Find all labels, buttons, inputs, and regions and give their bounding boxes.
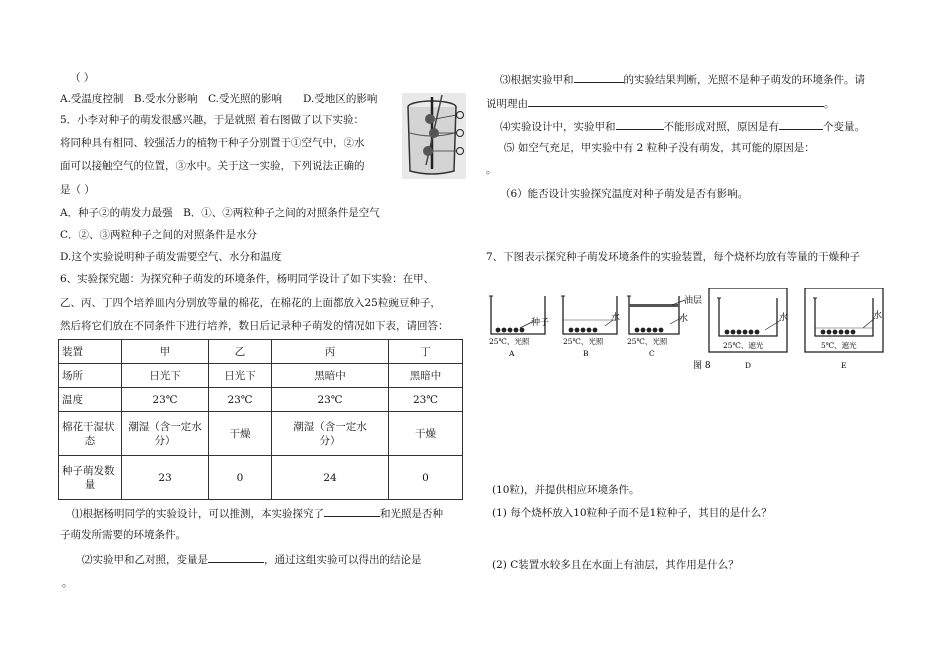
q6-stem-line1: 6、实验探究题：为探究种子萌发的环境条件，杨明同学设计了如下实验：在甲、 [60, 273, 435, 285]
table-cell: 0 [209, 456, 272, 500]
cell-line: 棉花干湿状 [62, 420, 115, 433]
sq4-text: ⑷实验设计中，实验甲和 [500, 121, 616, 133]
table-cell: 24 [272, 456, 389, 500]
cell-line: 种子萌发数 [62, 464, 115, 477]
table-header-cell: 甲 [122, 340, 209, 364]
q4-options: A.受温度控制 B.受水分影响 C.受光照的影响 D.受地区的影响 [60, 93, 378, 105]
answer-blank[interactable] [616, 118, 664, 130]
answer-blank[interactable] [324, 505, 380, 517]
experiment-table [58, 339, 463, 500]
beaker-condition: 25℃、遮光 [723, 341, 764, 350]
sq3-end-mark: 。 [824, 98, 835, 110]
beaker-condition: 25℃、光照 [563, 337, 604, 346]
q6-stem-line2: 乙、丙、丁四个培养皿内分别放等量的棉花，在棉花的上面都放入25粒豌豆种子， [60, 297, 441, 309]
table-cell [272, 412, 389, 456]
sq2-text-end: ，通过这组实验可以得出的结论是 [264, 554, 422, 566]
sq5-line: ⑸ 如空气充足，甲实验中有 2 粒种子没有萌发，其可能的原因是： [504, 142, 815, 154]
figure-caption: 图 8 [693, 361, 711, 371]
q5-option-c: C．②、③两粒种子之间的对照条件是水分 [60, 229, 258, 241]
table-cell: 23 [122, 456, 209, 500]
q7-question-1: (1) 每个烧杯放入10粒种子而不是1粒种子，其目的是什么？ [492, 507, 772, 519]
beaker-d [709, 288, 788, 370]
cell-line: 潮湿（含一定水 [293, 420, 367, 433]
table-cell: 23℃ [122, 388, 209, 412]
q6-stem-line3: 然后将它们放在不同条件下进行培养，数日后记录种子萌发的情况如下表，请回答： [60, 320, 449, 332]
sq3-text-end: 的实验结果判断，光照不是种子萌发的环境条件。请 [623, 74, 865, 86]
beaker-letter: C [649, 349, 655, 358]
table-cell: 温度 [59, 388, 122, 412]
table-cell [59, 412, 122, 456]
table-header-cell: 乙 [209, 340, 272, 364]
answer-blank[interactable] [528, 95, 824, 107]
beaker-e [805, 288, 883, 370]
q5-stem-line2: 将同种具有相同、较强活力的植物干种子分别置于①空气中，②水 [60, 137, 365, 149]
table-row [59, 364, 463, 388]
table-cell: 23℃ [389, 388, 463, 412]
sq1-line2: 子萌发所需要的环境条件。 [60, 529, 186, 541]
sq4-text-end: 个变量。 [823, 121, 865, 133]
beaker-letter: B [583, 349, 589, 358]
cell-line: 潮湿（含一定水 [128, 420, 202, 433]
sq2-line1 [82, 551, 422, 567]
beaker-letter: A [509, 349, 515, 358]
water-label: 水 [611, 313, 621, 323]
sq4-text-mid: 不能形成对照，原因是有 [663, 121, 779, 133]
beaker-a [489, 296, 549, 358]
table-cell: 干燥 [389, 412, 463, 456]
sq2-text: ⑵实验甲和乙对照，变量是 [82, 554, 208, 566]
q7-stem: 7、下图表示探究种子萌发环境条件的实验装置，每个烧杯均放有等量的干燥种子 [486, 251, 861, 263]
beaker-photo-image [402, 93, 466, 179]
q5-stem-line4: 是（ ） [60, 184, 95, 196]
table-cell: 干燥 [209, 412, 272, 456]
table-row [59, 388, 463, 412]
cell-line: 分） [154, 434, 176, 447]
table-cell [59, 456, 122, 500]
figure-8-beakers [487, 288, 887, 388]
sq5-end-mark: 。 [486, 164, 497, 176]
beaker-condition: 5℃、遮光 [821, 341, 857, 350]
sq6-line: （6）能否设计实验探究温度对种子萌发是否有影响。 [500, 188, 749, 200]
oil-label: 油层 [684, 296, 703, 306]
q5-stem-line3: 面可以接触空气的位置，③水中。关于这一实验，下列说法正确的 [60, 160, 365, 172]
table-header-cell: 丙 [272, 340, 389, 364]
sq1-text-end: 和光照是否种 [380, 508, 443, 520]
answer-blank[interactable] [779, 118, 823, 130]
q5-option-d: D.这个实验说明种子萌发需要空气、水分和温度 [60, 251, 282, 263]
cell-line: 分） [319, 434, 341, 447]
seed-label: 种子 [531, 318, 550, 328]
table-row [59, 456, 463, 500]
cell-line: 量 [84, 478, 96, 491]
table-cell: 23℃ [272, 388, 389, 412]
table-cell: 日光下 [122, 364, 209, 388]
sq3-text: ⑶根据实验甲和 [500, 74, 574, 86]
table-cell: 0 [389, 456, 463, 500]
q5-option-ab: A．种子②的萌发力最强 B．①、②两粒种子之间的对照条件是空气 [60, 207, 380, 219]
sq3-line1 [500, 71, 865, 87]
water-label: 水 [779, 313, 789, 323]
beaker-condition: 25℃、光照 [627, 337, 668, 346]
table-cell: 日光下 [209, 364, 272, 388]
table-cell [122, 412, 209, 456]
q7-question-2: (2) C装置水较多且在水面上有油层，其作用是什么？ [492, 559, 739, 571]
water-label: 水 [679, 314, 689, 324]
table-header-cell: 丁 [389, 340, 463, 364]
sq3-line2 [486, 95, 835, 111]
sq3-reason-label: 说明理由 [486, 98, 528, 110]
table-cell: 23℃ [209, 388, 272, 412]
sq1-text: ⑴根据杨明同学的实验设计，可以推测，本实验探究了 [72, 508, 324, 520]
answer-blank[interactable] [574, 71, 624, 83]
answer-blank[interactable] [208, 551, 264, 563]
sq4-line [500, 118, 865, 134]
table-cell: 场所 [59, 364, 122, 388]
sq1-line1 [72, 505, 443, 521]
q7-stem-continued: (10粒)，并提供相应环境条件。 [492, 484, 640, 496]
beaker-b [561, 296, 620, 358]
q5-stem-line1: 5．小李对种子的萌发很感兴趣，于是就照 着右图做了以下实验： [60, 114, 365, 126]
answer-blank: （ ） [70, 72, 95, 84]
beaker-c [627, 294, 702, 358]
table-row [59, 340, 463, 364]
cell-line: 态 [84, 434, 96, 447]
beaker-letter: E [841, 361, 847, 370]
table-cell: 黑暗中 [389, 364, 463, 388]
sq2-end-mark: 。 [62, 577, 73, 589]
table-row [59, 412, 463, 456]
beaker-letter: D [745, 361, 752, 370]
water-label: 水 [873, 311, 883, 321]
beaker-condition: 25℃、光照 [489, 337, 530, 346]
table-header-cell: 装置 [59, 340, 122, 364]
table-cell: 黑暗中 [272, 364, 389, 388]
